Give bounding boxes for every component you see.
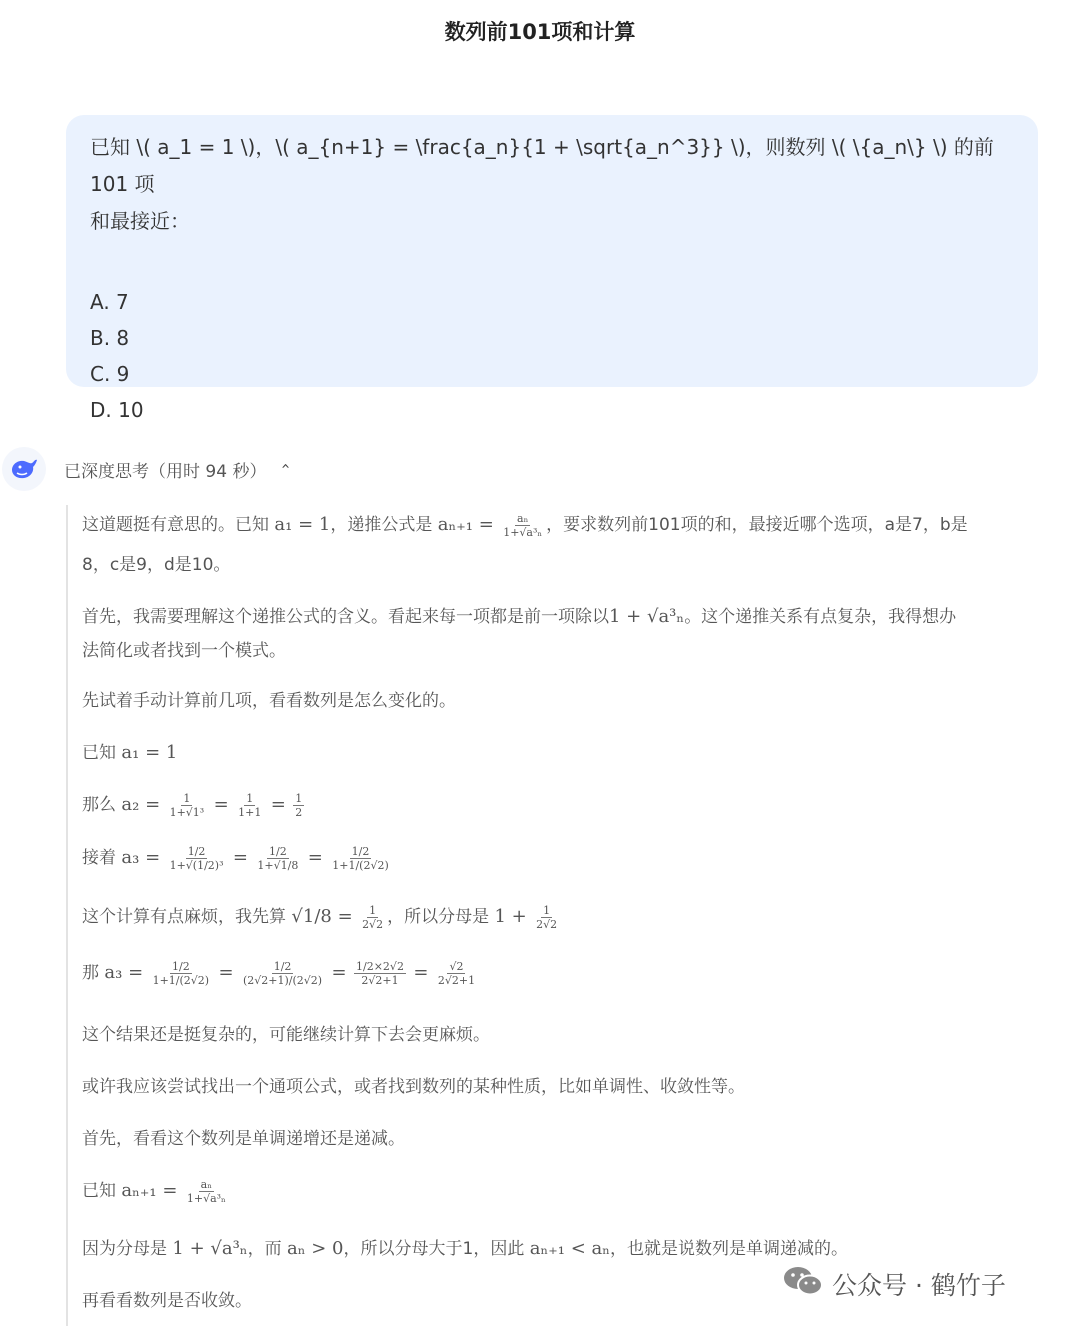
denominator: 1+√a³ₙ xyxy=(186,1191,226,1205)
text: ，递推公式是 xyxy=(330,515,433,535)
fraction xyxy=(354,960,406,987)
math-a3: a₃ = xyxy=(104,962,144,983)
denominator: 2√2+1 xyxy=(437,973,476,987)
reasoning-paragraph-7 xyxy=(82,897,1046,937)
equals: = xyxy=(213,794,229,815)
reasoning-paragraph-1 xyxy=(82,505,1046,545)
math-an1-lt-an: aₙ₊₁ < aₙ xyxy=(529,1238,611,1259)
wechat-icon xyxy=(782,1264,824,1304)
option-d: D. 10 xyxy=(90,398,144,422)
numerator: 1 xyxy=(183,791,191,805)
text: ，而 xyxy=(247,1239,282,1259)
text: ，也就是说数列是单调递减的。 xyxy=(610,1239,849,1259)
option-c: C. 9 xyxy=(90,362,130,386)
numerator: 1/2 xyxy=(171,959,190,973)
watermark-text: 公众号 · 鹤竹子 xyxy=(832,1271,1006,1300)
fraction xyxy=(436,960,477,987)
math-one-plus-sqrt: 1 + √a³ₙ xyxy=(609,606,685,627)
math-a2: a₂ = xyxy=(121,794,161,815)
denominator: 1+√(1/2)³ xyxy=(169,858,224,872)
numerator: aₙ xyxy=(200,1177,212,1191)
numerator: 1/2 xyxy=(187,844,206,858)
option-b: B. 8 xyxy=(90,326,130,350)
math-an1: aₙ₊₁ = xyxy=(121,1180,178,1201)
text: 已知 xyxy=(82,743,116,763)
text: 这道题挺有意思的。已知 xyxy=(82,515,269,535)
reasoning-panel xyxy=(66,505,1046,1326)
text: 因为分母是 xyxy=(82,1239,167,1259)
watermark xyxy=(782,1262,1006,1306)
denominator: 1+√a³ₙ xyxy=(503,525,543,539)
numerator: 1/2 xyxy=(351,844,370,858)
thinking-label: 已深度思考（用时 94 秒） xyxy=(64,462,267,482)
reasoning-paragraph-8 xyxy=(82,953,1046,993)
option-a: A. 7 xyxy=(90,290,129,314)
text: 那么 xyxy=(82,795,116,815)
denominator: 2√2+1 xyxy=(361,973,399,987)
reasoning-paragraph-14: 再看看数列是否收敛。 xyxy=(82,1291,252,1311)
text: 首先，我需要理解这个递推公式的含义。看起来每一项都是前一项除以 xyxy=(82,607,609,627)
fraction xyxy=(151,960,212,987)
reasoning-paragraph-12 xyxy=(82,1171,1046,1211)
page-title: 数列前101项和计算 xyxy=(444,20,636,44)
denominator: 2 xyxy=(295,805,303,819)
math-one-plus-sqrt: 1 + √a³ₙ xyxy=(172,1238,248,1259)
math-an-gt-0: aₙ > 0 xyxy=(287,1238,344,1259)
denominator: 1+1/(2√2) xyxy=(332,858,389,872)
denominator: 1+1/(2√2) xyxy=(152,973,210,987)
text: 已知 xyxy=(82,1181,116,1201)
equals: = xyxy=(331,962,347,983)
user-question-bubble xyxy=(66,115,1038,422)
math-a1: a₁ = 1 xyxy=(274,514,331,535)
fraction xyxy=(534,904,559,931)
text: 接着 xyxy=(82,848,116,868)
numerator: 1/2×2√2 xyxy=(356,959,404,973)
reasoning-paragraph-6 xyxy=(82,838,1046,878)
reasoning-paragraph-2-cont: 法简化或者找到一个模式。 xyxy=(82,641,286,661)
reasoning-paragraph-3: 先试着手动计算前几项，看看数列是怎么变化的。 xyxy=(82,691,456,711)
reasoning-paragraph-1-cont: 8，c是9，d是10。 xyxy=(82,555,231,575)
denominator: (2√2+1)/(2√2) xyxy=(243,973,323,987)
numerator: 1 xyxy=(295,791,303,805)
numerator: 1 xyxy=(369,903,377,917)
text: ，所以分母大于1，因此 xyxy=(343,1239,525,1259)
reasoning-paragraph-10: 或许我应该尝试找出一个通项公式，或者找到数列的某种性质，比如单调性、收敛性等。 xyxy=(82,1077,745,1097)
numerator: √2 xyxy=(449,959,464,973)
denominator: 2√2 xyxy=(536,917,558,931)
math-one-plus: 1 + xyxy=(494,906,527,927)
equals: = xyxy=(218,962,234,983)
text: ，所以分母是 xyxy=(387,907,490,927)
text: ，要求数列前101项的和，最接近哪个选项，a是7，b是 xyxy=(546,515,968,535)
reasoning-paragraph-4 xyxy=(82,733,1046,773)
equals: = xyxy=(307,847,323,868)
text: 。这个递推关系有点复杂，我得想办 xyxy=(684,607,957,627)
equals: = xyxy=(270,794,286,815)
denominator: 2√2 xyxy=(362,917,384,931)
fraction xyxy=(501,512,544,539)
fraction xyxy=(241,960,324,987)
numerator: 1/2 xyxy=(273,959,292,973)
fraction xyxy=(293,792,304,819)
math-sqrt18: √1/8 = xyxy=(291,906,353,927)
numerator: 1 xyxy=(543,903,551,917)
denominator: 1+1 xyxy=(238,805,262,819)
fraction xyxy=(360,904,385,931)
deepseek-whale-icon xyxy=(2,447,46,491)
fraction xyxy=(168,845,226,872)
chevron-up-icon[interactable]: › xyxy=(276,463,294,469)
equals: = xyxy=(232,847,248,868)
numerator: 1 xyxy=(246,791,254,805)
text: 那 xyxy=(82,963,99,983)
denominator: 1+√1/8 xyxy=(257,858,299,872)
math-a3: a₃ = xyxy=(121,847,161,868)
math-an1: aₙ₊₁ = xyxy=(437,514,494,535)
text: 这个计算有点麻烦，我先算 xyxy=(82,907,286,927)
numerator: aₙ xyxy=(517,511,529,525)
reasoning-paragraph-11: 首先，看看这个数列是单调递增还是递减。 xyxy=(82,1129,405,1149)
denominator: 1+√1³ xyxy=(169,805,205,819)
reasoning-paragraph-5 xyxy=(82,785,1046,825)
numerator: 1/2 xyxy=(269,844,287,858)
reasoning-paragraph-9: 这个结果还是挺复杂的，可能继续计算下去会更麻烦。 xyxy=(82,1025,490,1045)
equals: = xyxy=(413,962,429,983)
question-text-line2: 和最接近： xyxy=(90,209,190,233)
deep-thinking-toggle[interactable] xyxy=(0,445,400,493)
question-text-line1: 已知 \( a_1 = 1 \)，\( a_{n+1} = \frac{a_n}{1 + \sqrt{a_n^3}} \)，则数列 \( \{a_n\} \) 的前 101 项 xyxy=(90,135,994,196)
fraction xyxy=(185,1178,228,1205)
fraction xyxy=(236,792,263,819)
fraction xyxy=(168,792,207,819)
fraction xyxy=(330,845,391,872)
math-a1: a₁ = 1 xyxy=(121,742,178,763)
fraction xyxy=(255,845,300,872)
options-list xyxy=(90,284,1014,428)
